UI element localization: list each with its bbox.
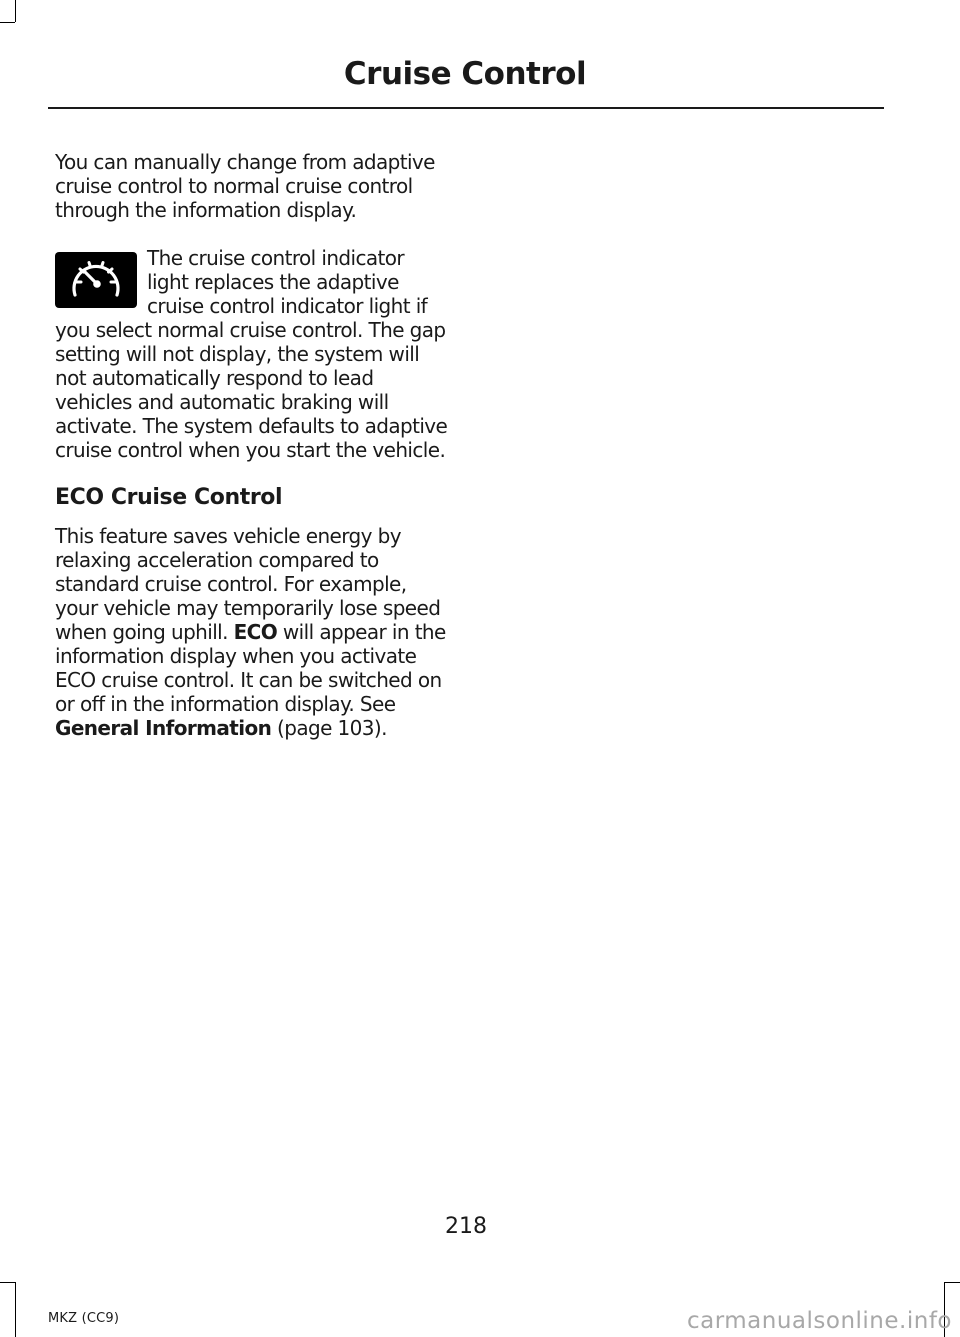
eco-text-part-1: This feature saves vehicle energy by relaxing acceleration compared to standard cruise control. For example, your vehicle may temporarily lose speed when going uphill. bbox=[55, 524, 441, 644]
crop-mark-bottom-right-horizontal bbox=[945, 1282, 960, 1283]
cruise-control-speedometer-icon bbox=[55, 252, 137, 308]
watermark: carmanualsonline.info bbox=[686, 1308, 952, 1334]
crop-mark-top-left-horizontal bbox=[0, 22, 15, 23]
page-title: Cruise Control bbox=[343, 56, 587, 92]
indicator-paragraph: The cruise control indicator light replaces the adaptive cruise control indicator light if you select normal cruise control. The gap setting will not display, the system will not automatically respond to lead vehicles and automatic braking will activate. The system defaults to adaptive cruise control when you start the vehicle. bbox=[55, 246, 448, 462]
main-column bbox=[55, 150, 450, 764]
eco-paragraph bbox=[55, 524, 450, 740]
intro-paragraph: You can manually change from adaptive cruise control to normal cruise control through the information display. bbox=[55, 150, 435, 222]
footer-model-code: MKZ (CC9) bbox=[48, 1311, 120, 1326]
crop-mark-bottom-left-vertical bbox=[15, 1282, 16, 1337]
indicator-block bbox=[55, 246, 450, 462]
crop-mark-bottom-left-horizontal bbox=[0, 1282, 15, 1283]
eco-label: ECO bbox=[233, 620, 278, 644]
eco-text-part-3: (page 103). bbox=[271, 716, 387, 740]
page-number: 218 bbox=[445, 1214, 487, 1239]
crop-mark-top-left-vertical bbox=[15, 0, 16, 22]
header-divider bbox=[48, 107, 884, 109]
eco-text-part-2: will appear in the information display when you activate ECO cruise control. It can be switched on or off in the information display. See bbox=[55, 620, 446, 716]
general-information-link[interactable]: General Information bbox=[55, 716, 272, 740]
eco-section-heading: ECO Cruise Control bbox=[55, 485, 283, 510]
